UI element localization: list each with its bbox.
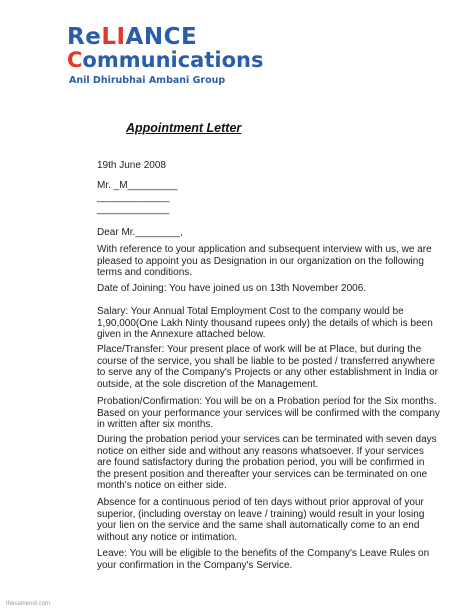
paragraph-salary: Salary: Your Annual Total Employment Cost to the company would be 1,90,000(One Lakh Ninty thousand rupees only) the details of which is been given in the Annexure attached below. xyxy=(97,306,433,341)
address-line-2: _____________ xyxy=(97,204,170,215)
paragraph-joining-date: Date of Joining: You have joined us on 13th November 2006. xyxy=(97,283,367,294)
company-logo xyxy=(67,26,263,86)
address-line-1: _____________ xyxy=(97,192,170,203)
addressee-line: Mr. _M_________ xyxy=(97,180,178,191)
paragraph-intro: With reference to your application and subsequent interview with us, we are pleased to appoint you as Designation in our organization on the following terms and conditions. xyxy=(97,244,432,279)
paragraph-termination: During the probation period your services can be terminated with seven days notice on either side and without any reasons whatsoever. If your services are found satisfactory during the probation period, you will be confirmed in the present position and thereafter your services can be terminated on one month's notice on either side. xyxy=(97,434,437,492)
letter-title: Appointment Letter xyxy=(126,121,242,135)
watermark: thecamendi.com xyxy=(6,601,51,607)
logo-wordmark-reliance: ReLIANCE xyxy=(67,24,198,50)
paragraph-probation: Probation/Confirmation: You will be on a Probation period for the Six months. Based on your performance your services will be confirmed with the company in written after six months. xyxy=(97,396,440,431)
logo-wordmark-communications: Communications xyxy=(67,48,264,72)
salutation: Dear Mr.________, xyxy=(97,227,183,238)
paragraph-place-transfer: Place/Transfer: Your present place of work will be at Place, but during the course of the service, you shall be liable to be posted / transferred anywhere to serve any of the Company's Projects or any other establishment in India or outside, at the sole discretion of the Management. xyxy=(97,344,438,390)
paragraph-leave: Leave: You will be eligible to the benefits of the Company's Leave Rules on your confirmation in the Company's Service. xyxy=(97,548,430,571)
paragraph-absence: Absence for a continuous period of ten days without prior approval of your superior, (including overstay on leave / training) would result in your losing your lien on the service and the same shall automatically come to an end without any notice or intimation. xyxy=(97,497,425,543)
letter-date: 19th June 2008 xyxy=(97,160,166,171)
logo-tagline: Anil Dhirubhai Ambani Group xyxy=(69,75,226,86)
